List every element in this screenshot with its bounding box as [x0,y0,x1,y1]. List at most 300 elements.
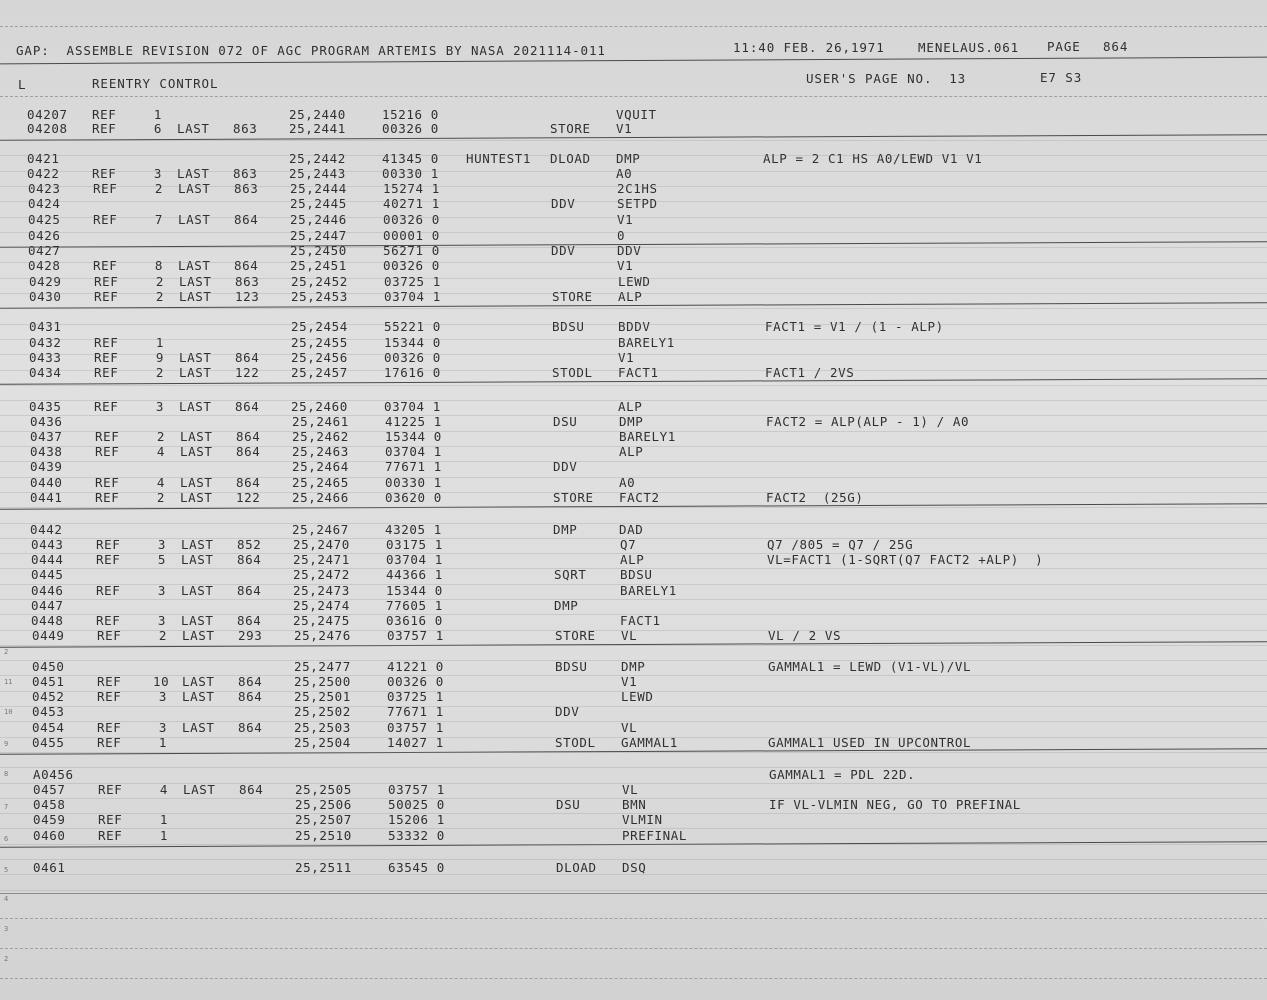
rule [0,523,1267,524]
operand: FACT1 [618,365,659,380]
rule [0,721,1267,722]
operand: FACT1 [620,613,661,628]
operand: BARELY1 [619,429,676,444]
margin-mark: 4 [4,895,9,903]
margin-mark: 5 [4,866,9,874]
margin-mark: 9 [4,740,9,748]
line-number: 0426 [28,228,61,243]
margin-mark: 6 [4,835,9,843]
address: 25,2477 [294,659,351,674]
address: 25,2444 [290,181,347,196]
ref-count: 1 [159,828,168,843]
rule [0,324,1267,325]
listing-row [0,400,1267,415]
ref-count: 6 [153,121,162,136]
ref-marker: REF [95,429,120,444]
ref-count: 8 [154,258,163,273]
last-marker: LAST [178,181,211,196]
rule [0,553,1267,554]
octal-word: 55221 0 [384,319,441,334]
address: 25,2504 [294,735,351,750]
listing-row [0,798,1267,813]
line-number: 04207 [27,107,68,122]
rule [0,415,1267,416]
line-number: 0425 [28,212,61,227]
octal-word: 41225 1 [385,414,442,429]
rule [0,370,1267,371]
last-page: 864 [239,782,264,797]
rule [0,385,1267,386]
log-letter: L [18,77,27,92]
ref-count: 2 [155,365,164,380]
address: 25,2474 [293,598,350,613]
comment: VL=FACT1 (1-SQRT(Q7 FACT2 +ALP) ) [767,552,1044,567]
rule [0,630,1267,631]
last-page: 864 [238,689,263,704]
operand: BARELY1 [620,583,677,598]
last-marker: LAST [182,628,215,643]
last-marker: LAST [180,429,213,444]
rule [0,752,1267,753]
opcode: BDSU [555,659,588,674]
last-page: 122 [235,365,260,380]
ref-marker: REF [92,166,117,181]
ref-marker: REF [98,812,123,827]
address: 25,2463 [292,444,349,459]
line-number: 0427 [28,243,61,258]
rule [0,737,1267,738]
ref-count: 10 [153,674,170,689]
operand: ALP [618,289,643,304]
last-marker: LAST [178,212,211,227]
listing-row [0,660,1267,675]
rule [0,948,1267,949]
ref-count: 9 [155,350,164,365]
operand: DSQ [622,860,647,875]
last-marker: LAST [180,490,213,505]
address: 25,2451 [290,258,347,273]
ref-marker: REF [98,828,123,843]
line-number: 0428 [28,258,61,273]
ref-marker: REF [94,350,119,365]
line-number: 0455 [32,735,65,750]
last-page: 864 [237,613,262,628]
operand: V1 [616,121,633,136]
operand: VLMIN [622,812,663,827]
address: 25,2502 [294,704,351,719]
address: 25,2455 [291,335,348,350]
address: 25,2453 [291,289,348,304]
operand: VL [621,720,638,735]
address: 25,2503 [294,720,351,735]
last-page: 863 [233,166,258,181]
rule [0,262,1267,263]
opcode: STORE [550,121,591,136]
rule [0,308,1267,309]
address: 25,2440 [289,107,346,122]
line-number: 0444 [31,552,64,567]
line-number: 0437 [30,429,63,444]
listing-row [0,460,1267,475]
octal-word: 03620 0 [385,490,442,505]
listing-row [0,523,1267,538]
listing-row [0,538,1267,553]
operand: ALP [618,399,643,414]
rule [0,247,1267,248]
ref-count: 1 [153,107,162,122]
last-page: 852 [237,537,262,552]
address: 25,2466 [292,490,349,505]
rule [0,568,1267,569]
octal-word: 03704 1 [386,552,443,567]
rule [0,26,1267,27]
octal-word: 41345 0 [382,151,439,166]
last-page: 864 [236,475,261,490]
rule [0,599,1267,600]
last-page: 864 [238,720,263,735]
octal-word: 77605 1 [386,598,443,613]
address: 25,2441 [289,121,346,136]
comment: GAMMAL1 USED IN UPCONTROL [768,735,972,750]
line-number: 0441 [30,490,63,505]
operand: ALP [620,552,645,567]
listing-row [0,197,1267,212]
last-page: 864 [237,583,262,598]
opcode: DSU [553,414,578,429]
address: 25,2472 [293,567,350,582]
line-number: 0439 [30,459,63,474]
address: 25,2511 [295,860,352,875]
octal-word: 03175 1 [386,537,443,552]
rule [0,446,1267,447]
listing-row [0,705,1267,720]
last-marker: LAST [182,674,215,689]
octal-word: 44366 1 [386,567,443,582]
last-marker: LAST [182,689,215,704]
opcode: STORE [555,628,596,643]
ref-count: 2 [155,289,164,304]
ref-count: 4 [159,782,168,797]
ref-marker: REF [96,537,121,552]
rule [0,400,1267,401]
listing-row [0,599,1267,614]
comment: VL / 2 VS [768,628,842,643]
line-number: 0423 [28,181,61,196]
ref-marker: REF [94,335,119,350]
line-number: 0424 [28,196,61,211]
address: 25,2457 [291,365,348,380]
address: 25,2461 [292,414,349,429]
address: 25,2443 [289,166,346,181]
ref-count: 3 [153,166,162,181]
address: 25,2447 [290,228,347,243]
last-page: 864 [236,444,261,459]
ref-count: 3 [158,689,167,704]
opcode: DDV [555,704,580,719]
opcode: DDV [553,459,578,474]
address: 25,2454 [291,319,348,334]
rule [0,278,1267,279]
octal-word: 00326 0 [382,121,439,136]
comment: ALP = 2 C1 HS A0/LEWD V1 V1 [763,151,983,166]
address: 25,2446 [290,212,347,227]
listing-row [0,213,1267,228]
listing-row [0,813,1267,828]
ref-count: 3 [157,583,166,598]
comment: FACT1 = V1 / (1 - ALP) [765,319,944,334]
rule [0,293,1267,294]
last-page: 864 [235,399,260,414]
operand: BDSU [620,567,653,582]
line-number: 0451 [32,674,65,689]
comment: GAMMAL1 = PDL 22D. [769,767,916,782]
last-marker: LAST [179,289,212,304]
ref-marker: REF [96,583,121,598]
listing-row [0,768,1267,783]
users-page: USER'S PAGE NO. 13 [806,71,967,86]
ref-count: 2 [158,628,167,643]
ref-count: 5 [157,552,166,567]
comment: FACT1 / 2VS [765,365,855,380]
margin-mark: 10 [4,708,13,716]
last-marker: LAST [179,274,212,289]
rule [0,844,1267,845]
octal-word: 15206 1 [388,812,445,827]
octal-word: 03725 1 [384,274,441,289]
last-page: 863 [234,181,259,196]
listing-row [0,167,1267,182]
octal-word: 00330 1 [382,166,439,181]
rule [0,828,1267,829]
rule [0,171,1267,172]
page-number: 864 [1103,39,1129,54]
ref-count: 1 [155,335,164,350]
operand: Q7 [620,537,637,552]
address: 25,2475 [293,613,350,628]
ref-count: 1 [159,812,168,827]
ref-count: 2 [156,429,165,444]
line-number: A0456 [33,767,74,782]
octal-word: 15344 0 [384,335,441,350]
margin-mark: 3 [4,925,9,933]
last-page: 863 [235,274,260,289]
rule [0,706,1267,707]
rule [0,155,1267,156]
ref-marker: REF [95,475,120,490]
operand: LEWD [618,274,651,289]
rule [0,978,1267,979]
margin-mark: 8 [4,770,9,778]
octal-word: 53332 0 [388,828,445,843]
listing-source: MENELAUS.061 [918,40,1020,55]
rule [0,660,1267,661]
line-number: 0435 [29,399,62,414]
line-number: 0453 [32,704,65,719]
opcode: DMP [553,522,578,537]
operand: VL [622,782,639,797]
last-marker: LAST [177,166,210,181]
line-number: 0442 [30,522,63,537]
last-marker: LAST [182,720,215,735]
rule [0,675,1267,676]
comment: IF VL-VLMIN NEG, GO TO PREFINAL [769,797,1021,812]
rule [0,201,1267,202]
octal-word: 56271 0 [383,243,440,258]
octal-word: 03725 1 [387,689,444,704]
operand: DMP [621,659,646,674]
listing-row [0,320,1267,335]
ref-marker: REF [95,444,120,459]
last-page: 123 [235,289,260,304]
last-marker: LAST [178,258,211,273]
operand: SETPD [617,196,658,211]
operand: PREFINAL [622,828,688,843]
last-marker: LAST [181,613,214,628]
operand: DMP [619,414,644,429]
listing-row [0,430,1267,445]
operand: V1 [617,212,634,227]
ref-count: 4 [156,475,165,490]
address: 25,2470 [293,537,350,552]
address: 25,2506 [295,797,352,812]
address: 25,2467 [292,522,349,537]
last-marker: LAST [179,350,212,365]
rule [0,767,1267,768]
opcode: STODL [552,365,593,380]
opcode: DDV [551,196,576,211]
listing-row [0,445,1267,460]
operand: LEWD [621,689,654,704]
listing-row [0,783,1267,798]
address: 25,2500 [294,674,351,689]
octal-word: 63545 0 [388,860,445,875]
operand: VL [621,628,638,643]
listing-row [0,584,1267,599]
octal-word: 00326 0 [383,258,440,273]
ref-marker: REF [93,181,118,196]
octal-word: 03704 1 [385,444,442,459]
line-number: 0438 [30,444,63,459]
ref-marker: REF [92,121,117,136]
listing-row [0,675,1267,690]
line-number: 0446 [31,583,64,598]
comment: Q7 /805 = Q7 / 25G [767,537,914,552]
last-marker: LAST [181,552,214,567]
operand: 0 [617,228,626,243]
ref-count: 2 [154,181,163,196]
listing-row [0,568,1267,583]
address: 25,2452 [291,274,348,289]
octal-word: 00326 0 [384,350,441,365]
address: 25,2465 [292,475,349,490]
listing-row [0,182,1267,197]
line-number: 0432 [29,335,62,350]
last-marker: LAST [180,444,213,459]
octal-word: 00326 0 [383,212,440,227]
operand: 2C1HS [617,181,658,196]
line-number: 0443 [31,537,64,552]
line-number: 04208 [27,121,68,136]
last-marker: LAST [181,537,214,552]
ref-count: 3 [155,399,164,414]
octal-word: 17616 0 [384,365,441,380]
line-number: 0459 [33,812,66,827]
rule [0,507,1267,508]
ref-marker: REF [97,674,122,689]
octal-word: 03704 1 [384,289,441,304]
last-marker: LAST [181,583,214,598]
octal-word: 14027 1 [387,735,444,750]
listing-row [0,690,1267,705]
ref-marker: REF [94,274,119,289]
ref-marker: REF [93,258,118,273]
ref-count: 3 [158,720,167,735]
octal-word: 15216 0 [382,107,439,122]
ref-count: 4 [156,444,165,459]
operand: V1 [617,258,634,273]
operand: GAMMAL1 [621,735,678,750]
listing-timestamp: 11:40 FEB. 26,1971 [733,40,885,55]
line-number: 0436 [30,414,63,429]
line-number: 0434 [29,365,62,380]
operand: V1 [618,350,635,365]
rule [0,431,1267,432]
rule [0,890,1267,891]
margin-mark: 2 [4,955,9,963]
operand: DDV [617,243,642,258]
last-page: 864 [234,212,259,227]
comment: GAMMAL1 = LEWD (V1-VL)/VL [768,659,972,674]
margin-mark: 11 [4,678,13,686]
address: 25,2464 [292,459,349,474]
rule [0,813,1267,814]
rule [0,96,1267,97]
octal-word: 15344 0 [386,583,443,598]
opcode: DMP [554,598,579,613]
opcode: BDSU [552,319,585,334]
line-number: 0440 [30,475,63,490]
listing-row [0,721,1267,736]
line-number: 0450 [32,659,65,674]
margin-mark: 2 [4,648,9,656]
last-marker: LAST [179,399,212,414]
line-number: 0429 [29,274,62,289]
last-page: 864 [235,350,260,365]
ref-count: 3 [157,537,166,552]
line-number: 0457 [33,782,66,797]
last-page: 122 [236,490,261,505]
line-number: 0430 [29,289,62,304]
address: 25,2501 [294,689,351,704]
ref-count: 2 [155,274,164,289]
opcode: STODL [555,735,596,750]
ref-marker: REF [94,289,119,304]
last-page: 864 [234,258,259,273]
ref-marker: REF [96,613,121,628]
last-page: 864 [236,429,261,444]
ref-marker: REF [97,735,122,750]
margin-mark: 7 [4,803,9,811]
line-number: 0452 [32,689,65,704]
octal-word: 03757 1 [387,720,444,735]
octal-word: 50025 0 [388,797,445,812]
section-code: E7 S3 [1040,70,1083,85]
rule [0,798,1267,799]
address: 25,2505 [295,782,352,797]
last-page: 863 [233,121,258,136]
address: 25,2471 [293,552,350,567]
octal-word: 00326 0 [387,674,444,689]
